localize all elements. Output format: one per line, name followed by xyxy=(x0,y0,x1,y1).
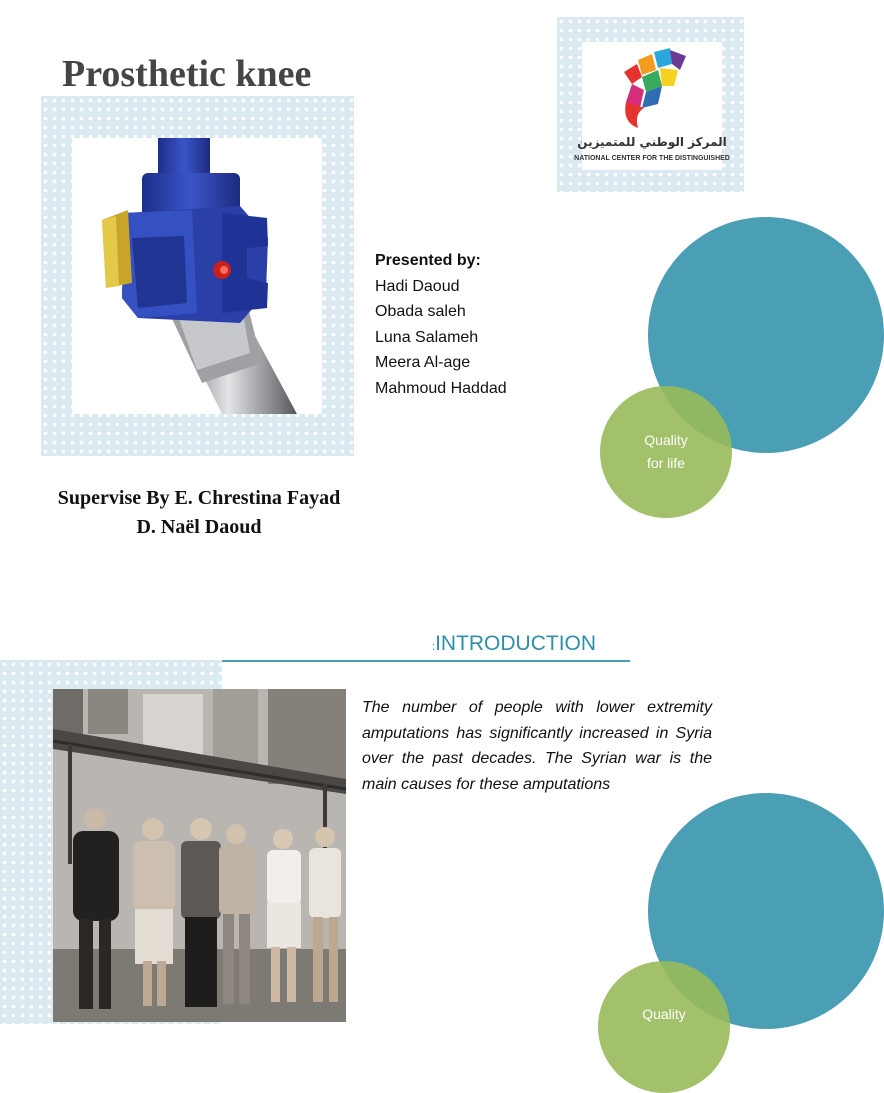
tagline-line-1: Quality xyxy=(644,432,688,448)
tagline-circle-2 xyxy=(598,961,730,1093)
supervisor-line-1: Supervise By E. Chrestina Fayad xyxy=(57,487,341,509)
group-photo-graphic xyxy=(53,689,346,1022)
presenter-name: Obada saleh xyxy=(375,303,466,320)
knee-render-graphic xyxy=(72,138,322,414)
presenters-block xyxy=(375,248,507,401)
heading-underline xyxy=(222,660,630,662)
tagline-circle xyxy=(600,386,732,518)
logo-english-name: NATIONAL CENTER FOR THE DISTINGUISHED xyxy=(574,155,730,162)
heading-colon: : xyxy=(432,641,436,653)
introduction-paragraph: The number of people with lower extremity amputations has significantly increased in Syria over the past decades. The Syrian war is the main causes for these amputations xyxy=(362,699,712,793)
tagline-partial: Quality xyxy=(642,1006,686,1022)
supervisor-line-2: D. Naël Daoud xyxy=(136,516,262,538)
supervisors-block xyxy=(18,484,380,542)
presenter-name: Meera Al-age xyxy=(375,354,471,371)
prosthetic-knee-image xyxy=(72,138,322,414)
presenter-name: Mahmoud Haddad xyxy=(375,379,507,397)
bird-puzzle-logo-icon xyxy=(574,42,730,170)
slide-title: Prosthetic knee xyxy=(62,53,312,95)
logo-arabic-name: المركز الوطني للمتميزين xyxy=(577,135,727,149)
presenter-name: Luna Salameh xyxy=(375,328,479,346)
presenter-name: Hadi Daoud xyxy=(375,277,460,295)
amputees-group-photo xyxy=(53,689,346,1022)
tagline-line-2: for life xyxy=(646,455,686,471)
introduction-heading xyxy=(432,632,596,656)
presented-by-heading: Presented by: xyxy=(375,252,481,269)
organization-logo xyxy=(574,42,730,170)
heading-text: INTRODUCTION xyxy=(435,632,597,655)
